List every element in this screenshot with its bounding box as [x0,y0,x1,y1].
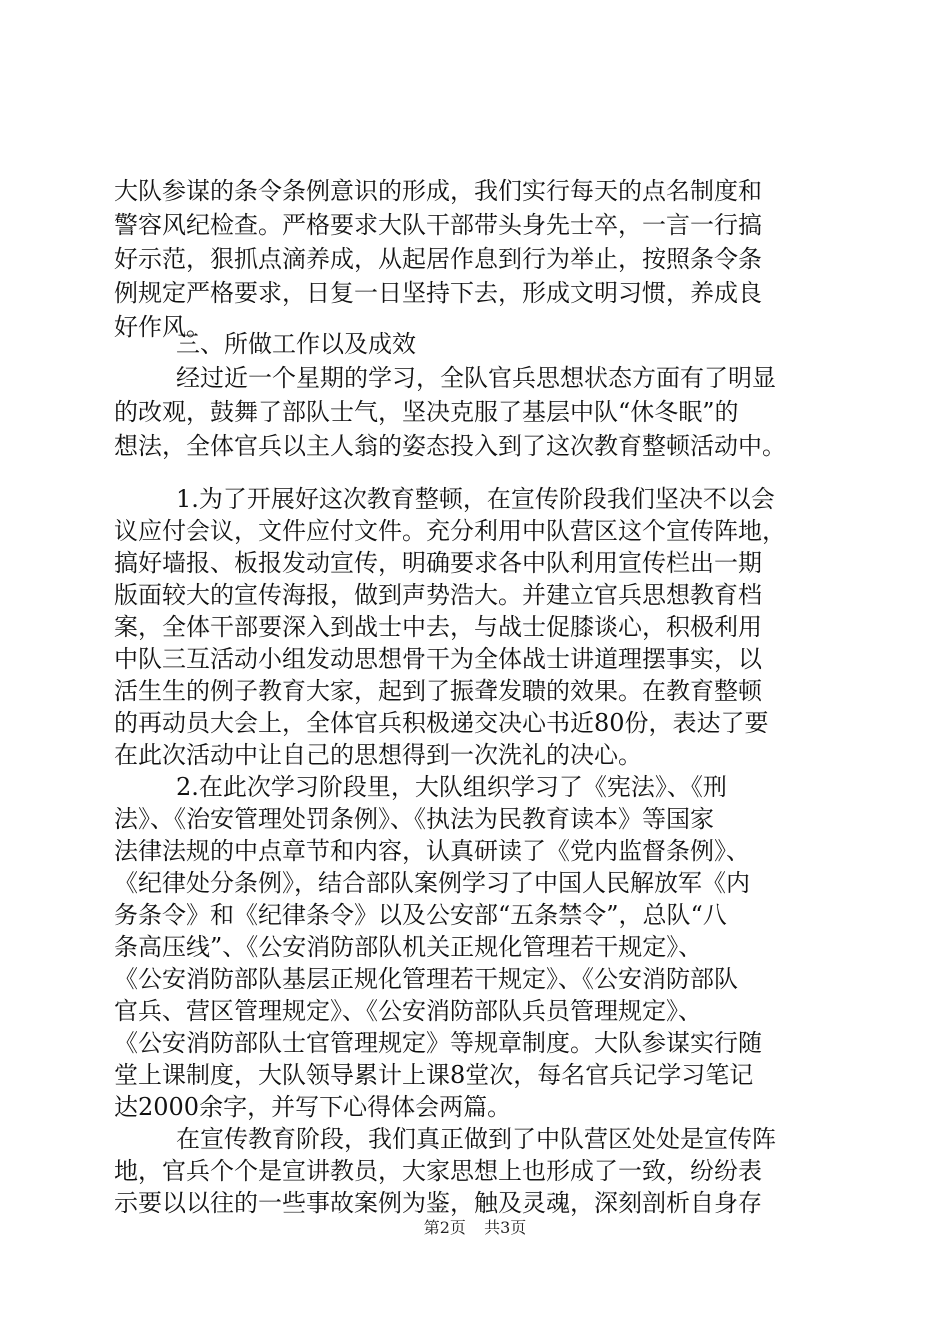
text-line: 搞好墙报、板报发动宣传，明确要求各中队利用宣传栏出一期 [114,549,762,577]
text-line: 《公安消防部队士官管理规定》等规章制度。大队参谋实行随 [114,1029,762,1057]
text-line: 官兵、营区管理规定》、《公安消防部队兵员管理规定》、 [114,997,702,1025]
text-line: 警容风纪检查。严格要求大队干部带头身先士卒，一言一行搞 [114,211,762,239]
text-line: 《纪律处分条例》，结合部队案例学习了中国人民解放军《内 [114,869,750,897]
text-line: 好作风。 [114,313,210,341]
text-line: 案，全体干部要深入到战士中去，与战士促膝谈心，积极利用 [114,613,762,641]
text-line: 务条令》和《纪律条令》以及公安部“五条禁令”，总队“八 [114,901,727,929]
text-line: 例规定严格要求，日复一日坚持下去，形成文明习惯，养成良 [114,279,762,307]
text-line: 2.在此次学习阶段里，大队组织学习了《宪法》、《刑 [176,773,727,801]
text-line: 示要以以往的一些事故案例为鉴，触及灵魂，深刻剖析自身存 [114,1189,762,1217]
text-line: 地，官兵个个是宣讲教员，大家思想上也形成了一致，纷纷表 [114,1157,762,1185]
text-line: 堂上课制度，大队领导累计上课8堂次，每名官兵记学习笔记 [114,1061,754,1089]
text-line: 中队三互活动小组发动思想骨干为全体战士讲道理摆事实，以 [114,645,762,673]
text-line: 1.为了开展好这次教育整顿，在宣传阶段我们坚决不以会 [176,485,775,513]
text-line: 大队参谋的条令条例意识的形成，我们实行每天的点名制度和 [114,177,762,205]
text-line: 的再动员大会上，全体官兵积极递交决心书近80份，表达了要 [114,709,769,737]
text-line: 条高压线”、《公安消防部队机关正规化管理若干规定》、 [114,933,703,961]
page-number: 第2页 [423,1218,466,1237]
text-line: 议应付会议，文件应付文件。充分利用中队营区这个宣传阵地， [114,517,786,545]
text-line: 在此次活动中让自己的思想得到一次洗礼的决心。 [114,741,642,769]
text-line: 活生生的例子教育大家，起到了振聋发聩的效果。在教育整顿 [114,677,762,705]
text-line: 想法，全体官兵以主人翁的姿态投入到了这次教育整顿活动中。 [114,432,786,460]
text-line: 在宣传教育阶段，我们真正做到了中队营区处处是宣传阵 [176,1125,776,1153]
text-line: 法》、《治安管理处罚条例》、《执法为民教育读本》等国家 [114,805,714,833]
text-line: 法律法规的中点章节和内容，认真研读了《党内监督条例》、 [114,837,750,865]
text-line: 达2000余字，并写下心得体会两篇。 [114,1093,512,1121]
text-line: 经过近一个星期的学习，全队官兵思想状态方面有了明显 [176,364,776,392]
page-total: 共3页 [484,1218,527,1237]
text-line: 《公安消防部队基层正规化管理若干规定》、《公安消防部队 [114,965,738,993]
section-heading: 三、所做工作以及成效 [176,330,416,358]
text-line: 版面较大的宣传海报，做到声势浩大。并建立官兵思想教育档 [114,581,762,609]
page-footer [0,1217,950,1239]
text-line: 的改观，鼓舞了部队士气，坚决克服了基层中队“休冬眠”的 [114,398,739,426]
text-line: 好示范，狠抓点滴养成，从起居作息到行为举止，按照条令条 [114,245,762,273]
